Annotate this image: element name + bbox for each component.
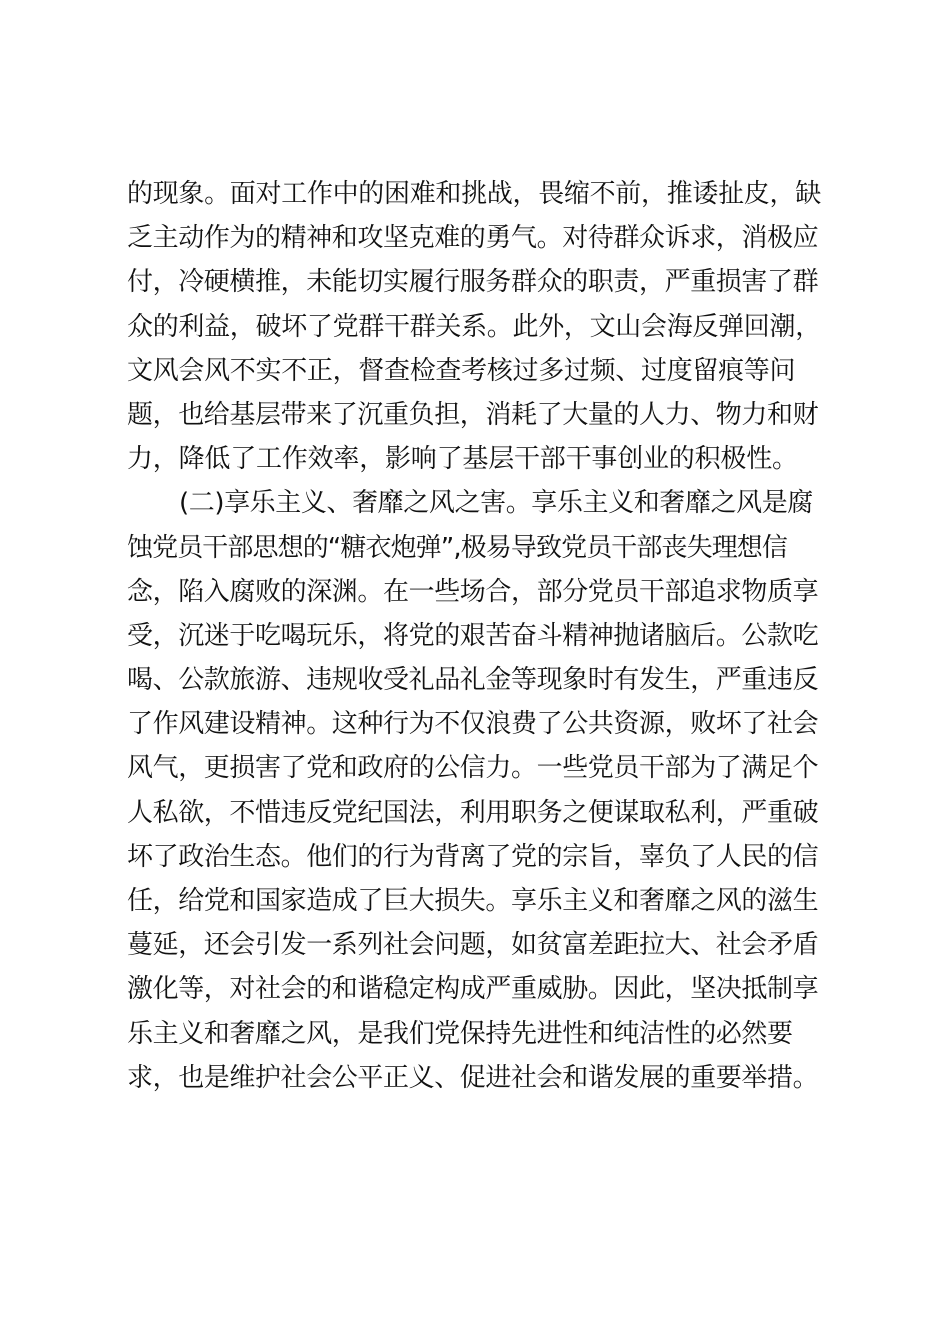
text-line: 力，降低了工作效率，影响了基层干部干事创业的积极性。 xyxy=(127,444,798,475)
text-line: 蚀党员干部思想的“糖衣炮弹”,极易导致党员干部丧失理想信 xyxy=(127,532,788,563)
text-line: 坏了政治生态。他们的行为背离了党的宗旨，辜负了人民的信 xyxy=(127,841,819,872)
text-line: 了作风建设精神。这种行为不仅浪费了公共资源，败坏了社会 xyxy=(127,709,819,740)
text-line: 题，也给基层带来了沉重负担，消耗了大量的人力、物力和财 xyxy=(127,399,819,430)
text-line: 文风会风不实不正，督查检查考核过多过频、过度留痕等问 xyxy=(127,355,796,386)
text-line: 喝、公款旅游、违规收受礼品礼金等现象时有发生，严重违反 xyxy=(127,665,819,696)
text-line: 念，陷入腐败的深渊。在一些场合，部分党员干部追求物质享 xyxy=(127,576,819,607)
paragraph-continued xyxy=(127,172,827,481)
text-line: 乐主义和奢靡之风，是我们党保持先进性和纯洁性的必然要 xyxy=(127,1018,793,1049)
text-line: 激化等，对社会的和谐稳定构成严重威胁。因此，坚决抵制享 xyxy=(127,974,819,1005)
text-line: 乏主动作为的精神和攻坚克难的勇气。对待群众诉求，消极应 xyxy=(127,223,819,254)
text-line: 受，沉迷于吃喝玩乐，将党的艰苦奋斗精神抛诸脑后。公款吃 xyxy=(127,620,819,651)
body-text xyxy=(127,172,827,1100)
text-line: 风气，更损害了党和政府的公信力。一些党员干部为了满足个 xyxy=(127,753,819,784)
text-line: 任，给党和国家造成了巨大损失。享乐主义和奢靡之风的滋生 xyxy=(127,886,819,916)
text-line: 人私欲，不惜违反党纪国法，利用职务之便谋取私利，严重破 xyxy=(127,797,819,828)
text-line: 的现象。面对工作中的困难和挑战，畏缩不前，推诿扯皮，缺 xyxy=(127,179,821,209)
text-line: 蔓延，还会引发一系列社会问题，如贫富差距拉大、社会矛盾 xyxy=(127,930,819,961)
text-line: 付，冷硬横推，未能切实履行服务群众的职责，严重损害了群 xyxy=(127,267,819,298)
text-line: 求，也是维护社会公平正义、促进社会和谐发展的重要举措。 xyxy=(127,1062,819,1093)
section-heading-line: (二)享乐主义、奢靡之风之害。享乐主义和奢靡之风是腐 xyxy=(179,488,813,519)
paragraph-section-two xyxy=(127,481,827,1100)
text-line: 众的利益，破坏了党群干群关系。此外，文山会海反弹回潮， xyxy=(127,311,821,342)
